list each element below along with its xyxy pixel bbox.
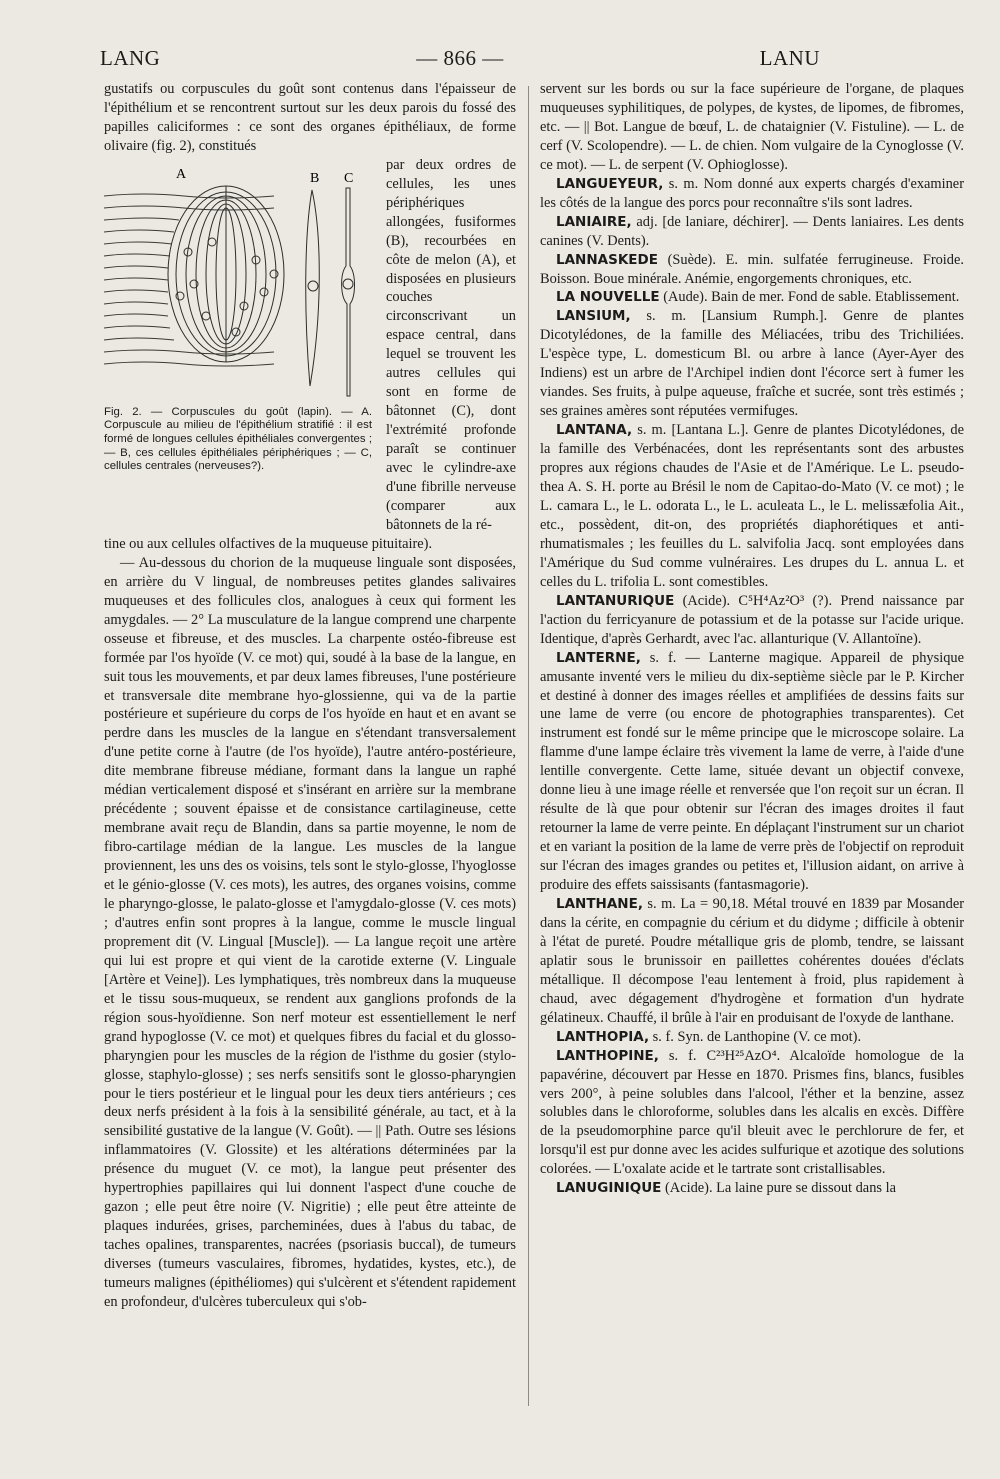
entry-lanthane [540,895,964,1028]
figure-label-b: B [310,170,320,186]
entry-lantanurique [540,592,964,649]
headword: LANSIUM, [556,308,631,325]
entry-text: adj. [de laniare, déchirer]. — Dents laniaires. Les dents canines (V. Dents). [540,213,964,249]
entry-lanuginique [540,1179,964,1198]
figure-side-text-column [380,156,516,535]
entry-text: s. f. C²³H²⁵AzO⁴. Alcaloïde homologue de la papavérine, découvert par Hesse en 1870. Prismes fins, blancs, fusibles vers 200°, à peine solubles dans l'alcool, l'éther et la benzine, assez solubles dans le chloroforme, solubles dans les alcalis en excès. Diffère de la pseudomorphine parce qu'il bleuit avec le perchlorure de fer, et lorsqu'il est pur donne avec les acides sulfurique et azotique des solutions colorées. — L'oxalate acide et le tartrate sont cristallisables. [540,1047,964,1178]
entry-text: (Acide). La laine pure se dissout dans la [661,1180,896,1197]
entry-text: s. f. — Lanterne magique. Appareil de physique amusante inventé vers le milieu du dix-septième siècle par le P. Kircher et destiné à donner des images réelles et amplifiées de dessins faits sur une lame de verre (ou encore de photographies transparentes). Cet instrument est fondé sur le même principe que le microscope solaire. La flamme d'une lampe éclaire très vivement la lame de verre, à l'aide d'une lentille convergente. Cette lame, située devant un objectif convexe, donne lieu à une image réelle et renversée que l'on reçoit sur un écran. Il résulte de là que pour obtenir sur l'écran des images droites il faut retourner la lame de verre peinte. En déplaçant l'instrument sur un chariot et en variant la position de la lame de verre près de l'objectif on reproduit sur l'écran des images grandes ou petites et, l'illusion aidant, on arrive à produire des effets saissisants (fantasmagorie). [540,649,964,894]
entry-text: s. m. Nom donné aux experts chargés d'examiner les côtés de la langue des porcs pour reconnaître s'ils sont ladres. [540,175,964,211]
left-column [104,80,516,1312]
figure-caption: Fig. 2. — Corpuscules du goût (lapin). — A. Corpuscule au milieu de l'épithélium stratifié : il est formé de longues cellules épithéliales convergentes ; — B, ces cellules épithéliales périphériques ; — C, cellules centrales (nerveuses?). [104,405,372,473]
figure-with-text [104,156,516,535]
headword: LANTANA, [556,422,633,439]
figure-label-a: A [176,166,187,182]
taste-bud-body [168,186,284,362]
central-cell-c [342,188,355,396]
entry-lannaskede [540,251,964,289]
entry-langueyeur [540,175,964,213]
entry-lantana [540,421,964,592]
figure-side-text: par deux ordres de cellules, les unes périphériques allongées, fusiformes (B), recourbées en côte de melon (A), et disposées en plusieurs couches circonscrivant un espace central, dans lequel se trouvent les autres cellules qui sont en forme de bâtonnet (C), dont l'extrémité profonde paraît se continuer avec le cylindre-axe d'une fibrille nerveuse (comparer aux bâtonnets de la ré- [386,156,516,533]
column-divider [528,86,529,1406]
entry-text: s. m. [Lantana L.]. Genre de plantes Dicotylédones, de la famille des Verbénacées, dont les représentants sont des arbustes propres aux régions chaudes de l'Asie et de l'Amérique. Le L. pseudo-thea A. S. H. porte au Brésil le nom de Capitao-do-Mato (V. ce mot) ; le L. camara L., le L. odorata L., le L. aculeata L., le L. melissæfolia Ait., etc., possèdent, dit-on, des propriétés diaphorétiques et anti-rhumatismales ; les feuilles du L. salvifolia Jacq. sont employées dans l'Amérique du Sud comme vulnéraires. Les drupes du L. annua L. et celles du L. trifolia L. sont comestibles. [540,422,964,590]
page-header [100,46,820,74]
entry-text: (Suède). E. min. sulfatée ferrugineuse. Froide. Boisson. Boue minérale. Anémie, engorgements chroniques, etc. [540,251,964,287]
right-column [540,80,964,1198]
entry-text: (Acide). C⁵H⁴Az²O³ (?). Prend naissance par l'action du ferricyanure de potassium et de la potasse sur l'acide urique. Identique, d'après Gerhardt, avec l'ac. allanturique (V. Allantoïne). [540,592,964,647]
entry-langue-musculature: — Au-dessous du chorion de la muqueuse linguale sont disposées, en arrière du V lingual, de nombreuses petites glandes salivaires muqueuses et des follicules clos, analogues à ceux qui forment les amygdales. — 2° La musculature de la langue comprend une charpente osseuse et fibreuse, et des muscles. La charpente ostéo-fibreuse est formée par l'os hyoïde (V. ce mot) qui, soudé à la base de la langue, en suit tous les mouvements, et par deux lames fibreuses, l'une postérieure et transversale dite membrane hyo-glossienne, qui va de la partie postérieure et supérieure du corps de l'os hyoïde en haut et en avant se perdre dans les muscles de la langue en s'étendant transversalement d'une petite corne à l'autre (de l'os hyoïde), l'autre antéro-postérieure, dite membrane fibreuse médiane, formant dans la langue un raphé médian verticalement disposé et s'insérant en arrière sur la membrane précédente ; souvent épaisse et de consistance cartilagineuse, cette membrane avait reçu de Blandin, dans sa partie moyenne, le nom de fibro-cartilage médian de la langue. Les muscles de la langue proviennent, les uns des os voisins, tels sont le stylo-glosse, l'hyoglosse et le génio-glosse (V. ces mots), les autres, des organes voisins, comme le pharyngo-glosse, le palato-glosse et l'amygdalo-glosse (V. ces mots) ; d'autres enfin sont propres à la langue, comme le muscle lingual proprement dit (V. Lingual [Muscle]). — La langue reçoit une artère qui lui est propre et qui vient de la carotide externe (V. Linguale [Artère et Veine]). Les lymphatiques, très nombreux dans la muqueuse et le tissu sous-muqueux, se rendent aux ganglions profonds de la région sous-hyoïdienne. Son nerf moteur est essentiellement le nerf grand hypoglosse (V. ce mot) et quelques fibres du facial et du glosso-pharyngien pour les muscles de la région de l'isthme du gosier (stylo-glosse, staphylo-glosse) ; ses nerfs sensitifs sont le glosso-pharyngien pour le tiers postérieur et le lingual pour les deux tiers antérieurs ; ces deux nerfs président à la fois à la sensibilité générale, au tact, et à la sensibilité gustative de la langue (V. Goût). — || Path. Outre ses lésions inflammatoires (V. Glossite) et les altérations déterminées par la présence du muguet (V. ce mot), la langue peut présenter des hypertrophies papillaires qui lui donnent l'aspect d'une couche de gazon ; elle peut être noire (V. Nigritie) ; elle peut être atteinte de plaques indurées, grises, parcheminées, dues à l'abus du tabac, de taches opalines, transparentes, nacrées (psoriasis buccal), de tumeurs diverses (tumeurs vasculaires, fibromes, hydatides, kystes, etc.), de tumeurs malignes (épithéliomes) qui s'ulcèrent et s'étendent rapidement en profondeur, d'ulcères tuberculeux qui s'ob- [104,554,516,1310]
taste-bud-illustration [104,156,380,406]
headword: LANTANURIQUE [556,592,675,609]
entry-langue-end: servent sur les bords ou sur la face supérieure de l'organe, de plaques muqueuses syphilitiques, de polypes, de kystes, de lipomes, de fibromes, etc. — || Bot. Langue de bœuf, L. de chataignier (V. Fistuline). — L. de cerf (V. Scolopendre). — L. de chien. Nom vulgaire de la Cynoglosse (V. ce mot). — L. de serpent (V. Ophioglosse). [540,81,964,173]
entry-langue-retine-end: tine ou aux cellules olfactives de la muqueuse pituitaire). [104,535,433,552]
header-right-word: LANU [759,46,820,70]
entry-text: s. m. La = 90,18. Métal trouvé en 1839 par Mosander dans la cérite, en compagnie du cérium et du didyme ; difficile à obtenir à l'état de pureté. Poudre métallique gris de plomb, tendre, se laissant aplatir sous le brunissoir en paillettes cohérentes douées d'éclats métallique. Il décompose l'eau lentement à froid, plus rapidement à chaud, avec dégagement d'hydrogène et formation d'un hydrate gélatineux. Chauffé, il brûle à l'air en produisant de l'oxyde de lanthane. [540,895,964,1026]
page-number: — 866 — [416,46,504,70]
headword: LANGUEYEUR, [556,175,664,192]
entry-text: s. f. Syn. de Lanthopine (V. ce mot). [649,1028,862,1045]
headword: LANTHANE, [556,895,643,912]
entry-text: (Aude). Bain de mer. Fond de sable. Etablissement. [659,289,960,306]
headword: LANTHOPINE, [556,1047,659,1064]
entry-lansium [540,307,964,421]
peripheral-cell-b [306,190,320,386]
figure-2 [104,156,380,474]
figure-label-c: C [344,170,354,186]
headword: LANTERNE, [556,649,641,666]
entry-lanthopia [540,1028,964,1047]
entry-langue-continued: gustatifs ou corpuscules du goût sont contenus dans l'épaisseur de l'épithélium et se rencontrent surtout sur les deux parois du fossé des papilles caliciformes : ce sont des organes épithéliaux, de forme olivaire (fig. 2), constitués [104,81,516,154]
entry-lanterne [540,649,964,895]
headword: LANNASKEDE [556,251,658,268]
entry-la-nouvelle [540,288,964,307]
headword: LANTHOPIA, [556,1028,650,1045]
headword: LANUGINIQUE [556,1180,662,1197]
entry-lanthopine [540,1047,964,1180]
headword: LANIAIRE, [556,213,632,230]
headword: LA NOUVELLE [556,289,660,306]
entry-laniaire [540,213,964,251]
entry-text: s. m. [Lansium Rumph.]. Genre de plantes Dicotylédones, de la famille des Méliacées, tribu des Trichiliées. L'espèce type, L. domesticum Bl. ou arbre à lance (Ayer-Ayer des Indiens) est un arbre de l'Archipel indien dont l'écorce sert à fumer les viandes. Ses fruits, à pulpe aqueuse, fraîche et sucrée, sont très estimés ; ses graines amères sont réputées vermifuges. [540,308,964,420]
header-left-word: LANG [100,46,161,70]
